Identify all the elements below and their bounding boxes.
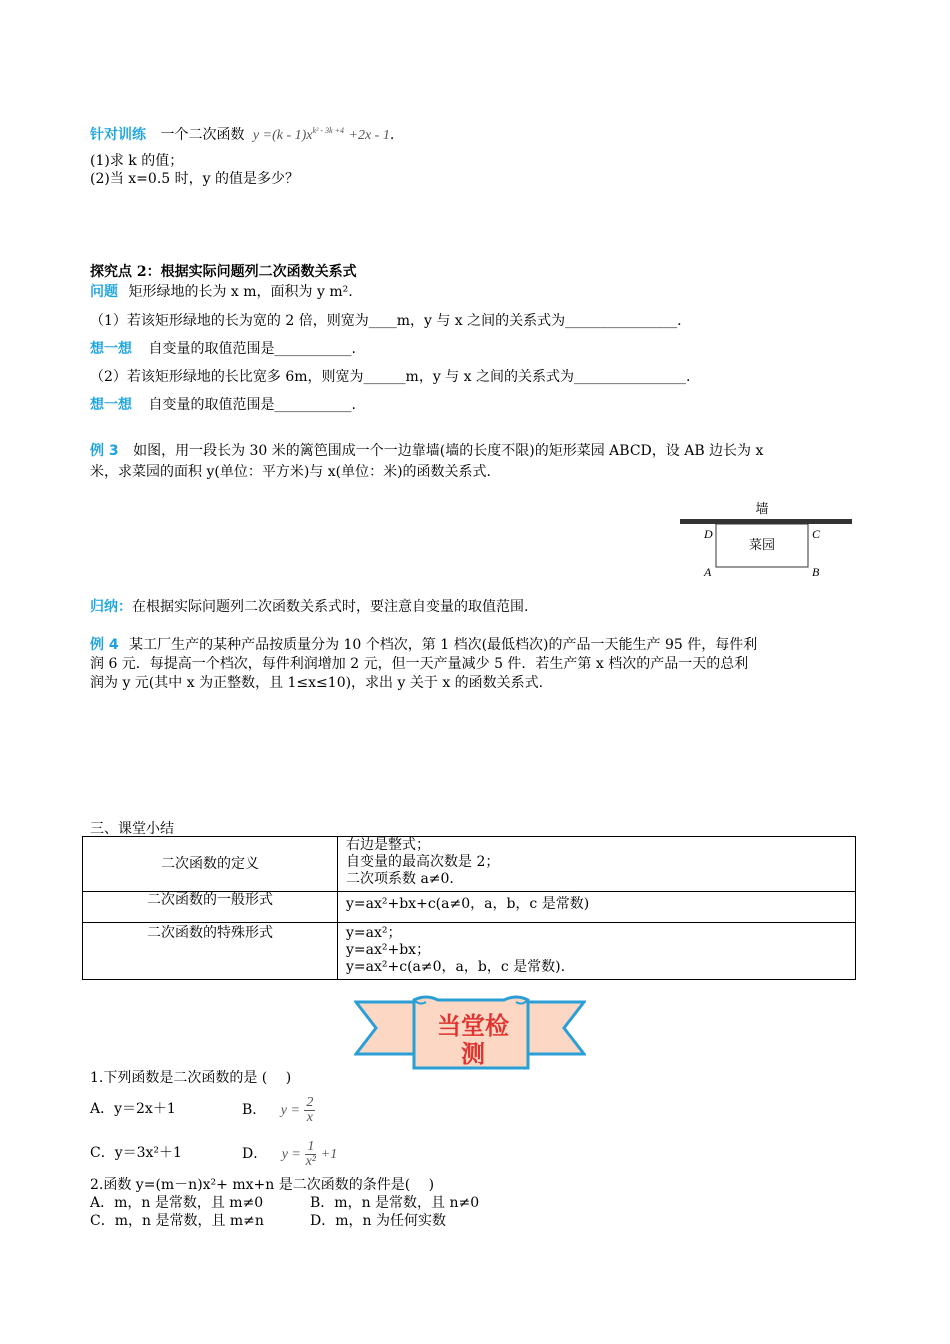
- training-formula-exp: k² - 3k +4: [312, 126, 345, 135]
- row-special-right: [338, 923, 856, 980]
- training-end: .: [389, 127, 395, 143]
- think-text-2: 自变量的取值范围是___________.: [148, 397, 356, 413]
- summary-note-text: 在根据实际问题列二次函数关系式时，要注意自变量的取值范围.: [132, 599, 529, 615]
- example4-text1: 某工厂生产的某种产品按质量分为 10 个档次，第 1 档次(最低档次)的产品一天能生产 95 件，每件利: [129, 637, 758, 653]
- special-line: y=ax²+bx；: [346, 942, 431, 958]
- quiz-q1-b-lhs: y =: [280, 1103, 300, 1118]
- banner-text: 当堂检测: [437, 1012, 509, 1068]
- definition-line: 自变量的最高次数是 2；: [346, 854, 500, 870]
- section3-title: 三、课堂小结: [90, 821, 174, 837]
- example4-line2: 润 6 元．每提高一个档次，每件利润增加 2 元，但一天产量减少 5 件．若生产第 x 档次的产品一天的总利: [90, 656, 749, 672]
- point-d: D: [704, 527, 713, 541]
- summary-note: [90, 598, 528, 616]
- quiz-q1-a: A．y＝2x＋1: [90, 1101, 176, 1117]
- fraction-denominator: x: [306, 1109, 313, 1125]
- example4-line3: 润为 y 元(其中 x 为正整数，且 1≤x≤10)，求出 y 关于 x 的函数关系式.: [90, 675, 544, 691]
- row-definition-left: 二次函数的定义: [83, 837, 338, 892]
- problem-label: 问题: [90, 284, 118, 300]
- fraction-numerator: 2: [306, 1094, 314, 1110]
- quiz-q2-a: A．m，n 是常数，且 m≠0: [90, 1195, 264, 1211]
- think-label-1: 想一想: [90, 341, 132, 357]
- summary-note-label: 归纳：: [90, 599, 132, 615]
- explore2-part1: （1）若该矩形绿地的长为宽的 2 倍，则宽为____m，y 与 x 之间的关系式为________________.: [90, 313, 682, 329]
- point-a: A: [704, 565, 712, 579]
- quiz-q1-b-label: B．: [242, 1102, 267, 1118]
- example4-line1: [90, 636, 757, 654]
- think-text-1: 自变量的取值范围是___________.: [148, 341, 356, 357]
- example3-label: 例 3: [90, 443, 119, 459]
- training-q2: (2)当 x=0.5 时，y 的值是多少？: [90, 171, 299, 187]
- quiz-q2-b: B．m，n 是常数，且 n≠0: [310, 1195, 480, 1211]
- problem-line: [90, 283, 353, 301]
- point-c: C: [812, 527, 821, 541]
- quiz-q1: 1.下列函数是二次函数的是 ( ): [90, 1070, 292, 1086]
- problem-text: 矩形绿地的长为 x m，面积为 y m².: [128, 284, 353, 300]
- summary-table: [82, 836, 856, 980]
- training-label: 针对训练: [90, 127, 146, 143]
- explore2-heading: 探究点 2：根据实际问题列二次函数关系式: [90, 264, 357, 280]
- quiz-q2-c: C．m，n 是常数，且 m≠n: [90, 1213, 264, 1229]
- fraction-numerator: 1: [307, 1138, 315, 1154]
- definition-line: 右边是整式；: [346, 837, 430, 853]
- training-formula-main: y =(k - 1)x: [252, 128, 313, 143]
- think-line-1: [90, 340, 356, 358]
- garden-figure: [676, 496, 856, 580]
- example3-line2: 米，求菜园的面积 y(单位：平方米)与 x(单位：米)的函数关系式.: [90, 464, 492, 480]
- example4-label: 例 4: [90, 637, 119, 653]
- training-formula-tail: +2x - 1: [348, 128, 390, 143]
- wall-label: 墙: [755, 502, 769, 517]
- row-general-right: y=ax²+bx+c(a≠0，a，b，c 是常数): [338, 892, 856, 923]
- quiz-q1-b: [242, 1090, 315, 1131]
- row-definition-right: [338, 837, 856, 892]
- quiz-q1-d-tail: +1: [320, 1147, 338, 1162]
- special-line: y=ax²；: [346, 925, 402, 941]
- quiz-q2-d: D．m，n 为任何实数: [310, 1213, 446, 1229]
- example3-line1: [90, 442, 763, 460]
- quiz-q1-d-lhs: y =: [281, 1147, 301, 1162]
- table-row: [83, 892, 856, 923]
- quiz-q1-c: C．y＝3x²＋1: [90, 1145, 182, 1161]
- row-general-left: 二次函数的一般形式: [83, 892, 338, 923]
- definition-line: 二次项系数 a≠0.: [346, 871, 454, 887]
- garden-label: 菜园: [748, 538, 776, 553]
- think-label-2: 想一想: [90, 397, 132, 413]
- example3-text1: 如图，用一段长为 30 米的篱笆围成一个一边靠墙(墙的长度不限)的矩形菜园 ABCD，设 AB 边长为 x: [133, 443, 764, 459]
- think-line-2: [90, 396, 356, 414]
- training-intro: 一个二次函数: [160, 127, 245, 143]
- explore2-part2: （2）若该矩形绿地的长比宽多 6m，则宽为______m，y 与 x 之间的关系式为________________.: [90, 369, 691, 385]
- point-b: B: [812, 565, 820, 579]
- table-row: [83, 923, 856, 980]
- special-line: y=ax²+c(a≠0，a，b，c 是常数).: [346, 959, 566, 975]
- quiz-q1-d: [242, 1134, 337, 1175]
- table-row: [83, 837, 856, 892]
- quiz-q1-d-fraction: [305, 1140, 316, 1169]
- training-q1: (1)求 k 的值；: [90, 153, 184, 169]
- quiz-q1-b-fraction: [304, 1096, 315, 1125]
- row-special-left: 二次函数的特殊形式: [83, 923, 338, 980]
- training-line: [90, 122, 394, 145]
- wall-bar: [680, 519, 852, 524]
- quiz-q1-d-label: D．: [242, 1146, 268, 1162]
- fraction-denominator: x²: [305, 1153, 317, 1169]
- quiz-q2: 2.函数 y=(m－n)x²+ mx+n 是二次函数的条件是( ): [90, 1177, 435, 1193]
